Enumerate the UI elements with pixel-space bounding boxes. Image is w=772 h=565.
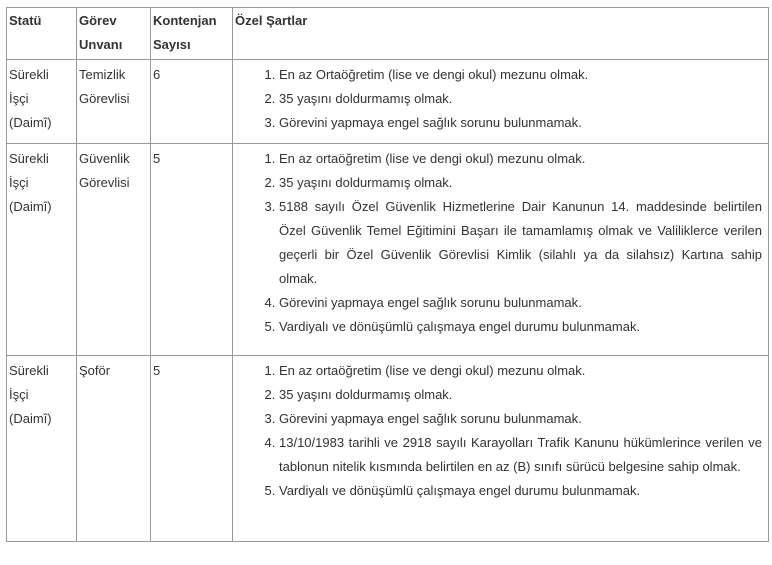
cell-status: Sürekli İşçi (Daimî) xyxy=(7,60,77,144)
cell-title: Şoför xyxy=(77,356,151,542)
requirement-item: 3. Görevini yapmaya engel sağlık sorunu bulunmamak. xyxy=(279,111,762,135)
requirement-item: 2. 35 yaşını doldurmamış olmak. xyxy=(279,383,762,407)
requirement-item: 4. Görevini yapmaya engel sağlık sorunu bulunmamak. xyxy=(279,291,762,315)
cell-requirements xyxy=(233,144,769,356)
requirement-item: 5. Vardiyalı ve dönüşümlü çalışmaya engel durumu bulunmamak. xyxy=(279,315,762,339)
requirement-item: 1. En az ortaöğretim (lise ve dengi okul) mezunu olmak. xyxy=(279,147,762,171)
requirement-item: 1. En az Ortaöğretim (lise ve dengi okul) mezunu olmak. xyxy=(279,63,762,87)
header-quota: Kontenjan Sayısı xyxy=(151,8,233,60)
requirement-item: 2. 35 yaşını doldurmamış olmak. xyxy=(279,171,762,195)
cell-title: Güvenlik Görevlisi xyxy=(77,144,151,356)
requirement-item: 3. Görevini yapmaya engel sağlık sorunu bulunmamak. xyxy=(279,407,762,431)
requirement-item: 3. 5188 sayılı Özel Güvenlik Hizmetlerine Dair Kanunun 14. maddesinde belirtilen Özel Güvenlik Temel Eğitimini Başarı ile tamamlamış olmak ve Valiliklerce verilen geçerli bir Özel Güvenlik Görevlisi Kimlik (silahlı ya da silahsız) Kartına sahip olmak. xyxy=(279,195,762,291)
cell-requirements xyxy=(233,60,769,144)
header-requirements: Özel Şartlar xyxy=(233,8,769,60)
requirement-item: 2. 35 yaşını doldurmamış olmak. xyxy=(279,87,762,111)
requirements-list xyxy=(235,359,766,503)
requirement-item: 1. En az ortaöğretim (lise ve dengi okul) mezunu olmak. xyxy=(279,359,762,383)
cell-quota: 5 xyxy=(151,144,233,356)
cell-quota: 6 xyxy=(151,60,233,144)
cell-quota: 5 xyxy=(151,356,233,542)
cell-status: Sürekli İşçi (Daimî) xyxy=(7,356,77,542)
header-status: Statü xyxy=(7,8,77,60)
cell-requirements xyxy=(233,356,769,542)
requirement-item: 4. 13/10/1983 tarihli ve 2918 sayılı Karayolları Trafik Kanunu hükümlerince verilen ve tablonun nitelik kısmında belirtilen en az (B) sınıfı sürücü belgesine sahip olmak. xyxy=(279,431,762,479)
table-header-row xyxy=(7,8,769,60)
requirements-list xyxy=(235,63,766,135)
table-row xyxy=(7,60,769,144)
cell-status: Sürekli İşçi (Daimî) xyxy=(7,144,77,356)
requirements-list xyxy=(235,147,766,339)
header-title: Görev Unvanı xyxy=(77,8,151,60)
cell-title: Temizlik Görevlisi xyxy=(77,60,151,144)
positions-table xyxy=(6,7,769,542)
requirement-item: 5. Vardiyalı ve dönüşümlü çalışmaya engel durumu bulunmamak. xyxy=(279,479,762,503)
table-row xyxy=(7,144,769,356)
table-row xyxy=(7,356,769,542)
